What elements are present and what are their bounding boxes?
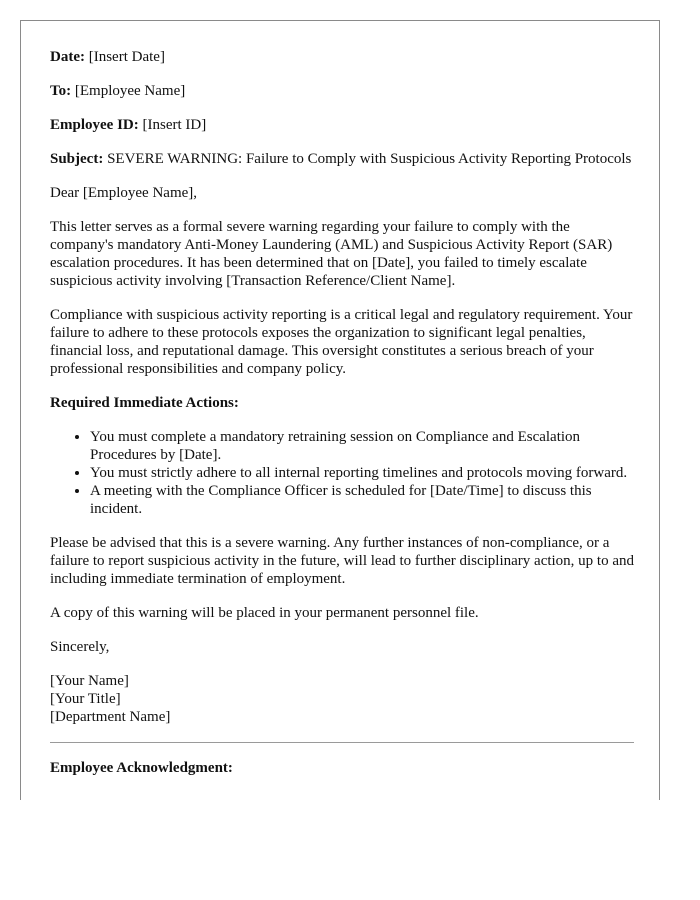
date-label: Date: bbox=[50, 49, 85, 65]
letter-content bbox=[50, 48, 634, 777]
paragraph-consequences: Compliance with suspicious activity reporting is a critical legal and regulatory requirement. Your failure to adhere to these protocols exposes the organization to significant legal penalties, financial loss, and reputational damage. This oversight constitutes a serious breach of your professional responsibilities and company policy. bbox=[50, 307, 633, 377]
employee-id-line bbox=[50, 116, 634, 134]
acknowledgment-heading: Employee Acknowledgment: bbox=[50, 760, 233, 776]
employee-id-label: Employee ID: bbox=[50, 117, 139, 133]
list-item: • You must strictly adhere to all internal reporting timelines and protocols moving forward. bbox=[90, 464, 634, 482]
letter-page bbox=[20, 20, 660, 800]
actions-list bbox=[50, 428, 634, 518]
subject-line bbox=[50, 150, 634, 168]
date-value: [Insert Date] bbox=[88, 49, 165, 65]
paragraph-violation: This letter serves as a formal severe warning regarding your failure to comply with the company's mandatory Anti-Money Laundering (AML) and Suspicious Activity Report (SAR) escalation procedures. It has been determined that on [Date], you failed to timely escalate suspicious activity involving [Transaction Reference/Client Name]. bbox=[50, 219, 613, 289]
to-value: [Employee Name] bbox=[74, 83, 186, 99]
actions-heading: Required Immediate Actions: bbox=[50, 395, 239, 411]
signature-department: [Department Name] bbox=[50, 709, 171, 725]
salutation: Dear [Employee Name], bbox=[50, 185, 198, 201]
paragraph-warning: Please be advised that this is a severe warning. Any further instances of non-compliance, or a failure to report suspicious activity in the future, will lead to further disciplinary action, up to and including immediate termination of employment. bbox=[50, 535, 635, 587]
signature-block bbox=[50, 672, 634, 726]
subject-value: SEVERE WARNING: Failure to Comply with Suspicious Activity Reporting Protocols bbox=[107, 151, 632, 167]
signature-title: [Your Title] bbox=[50, 691, 121, 707]
subject-label: Subject: bbox=[50, 151, 104, 167]
date-line bbox=[50, 48, 634, 66]
employee-id-value: [Insert ID] bbox=[142, 117, 207, 133]
list-item: • You must complete a mandatory retraining session on Compliance and Escalation Procedures by [Date]. bbox=[90, 428, 634, 464]
to-line bbox=[50, 82, 634, 100]
closing: Sincerely, bbox=[50, 639, 110, 655]
divider bbox=[50, 742, 634, 743]
to-label: To: bbox=[50, 83, 72, 99]
paragraph-file-copy: A copy of this warning will be placed in your permanent personnel file. bbox=[50, 605, 479, 621]
list-item: • A meeting with the Compliance Officer is scheduled for [Date/Time] to discuss this incident. bbox=[90, 482, 634, 518]
signature-name: [Your Name] bbox=[50, 673, 129, 689]
